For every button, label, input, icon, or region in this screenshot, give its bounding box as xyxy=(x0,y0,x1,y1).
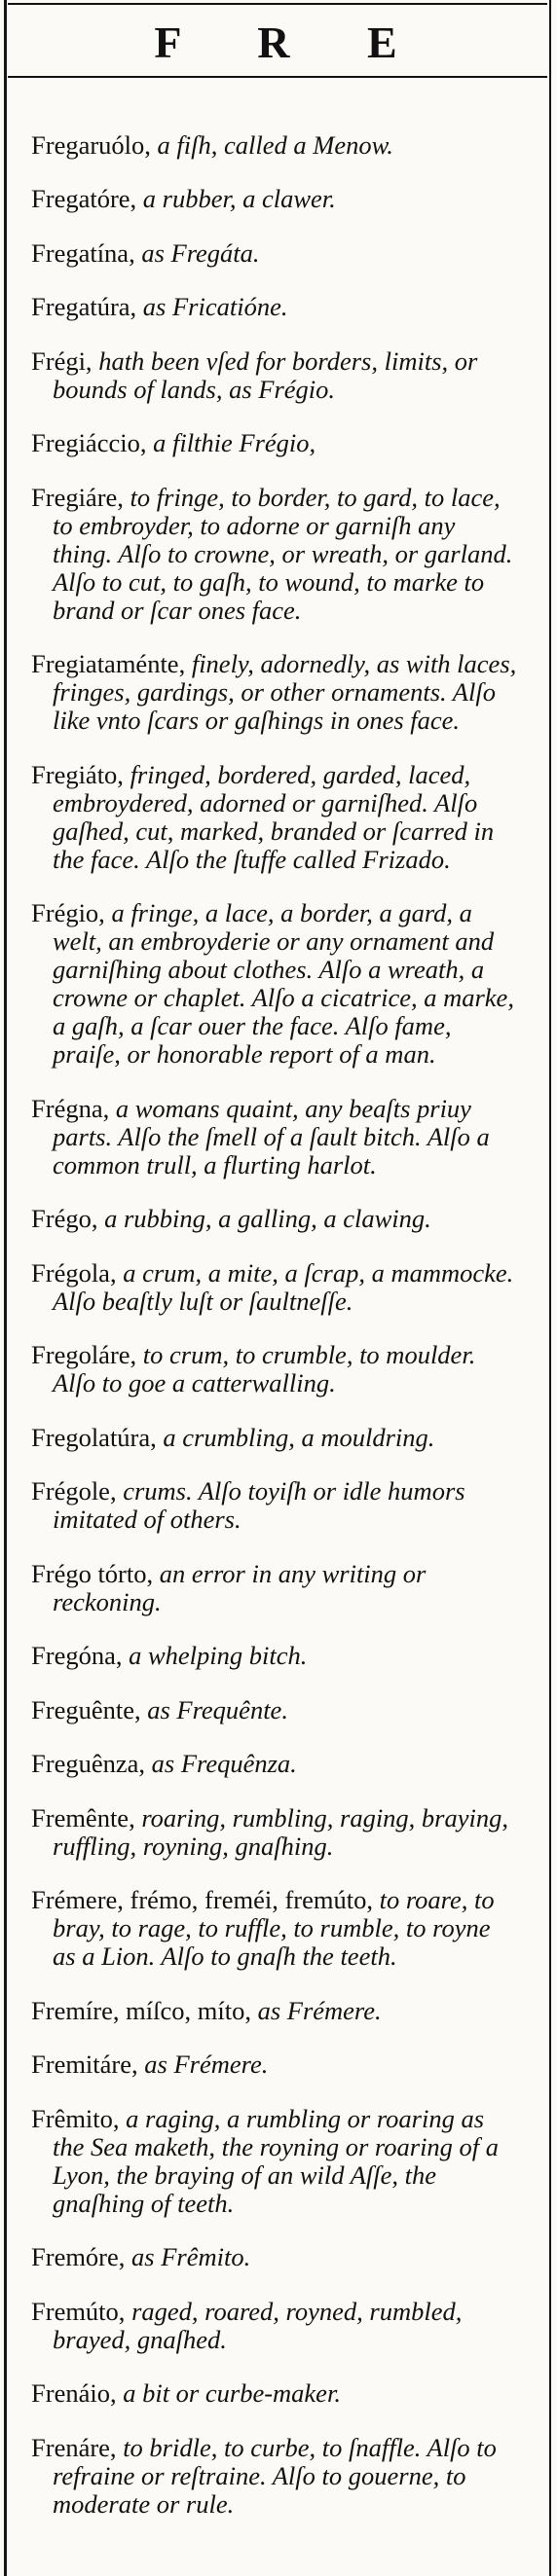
headword: Fregiataménte, xyxy=(31,649,186,678)
definition: a rubbing, a galling, a clawing. xyxy=(97,1204,431,1233)
headword: Fregolatúra, xyxy=(31,1422,157,1452)
headword: Fregatóre, xyxy=(31,184,137,213)
headword: Frégole, xyxy=(31,1476,117,1506)
definition: an error in any writing or reckoning. xyxy=(53,1558,427,1616)
definition: raged, roared, royned, rumbled, brayed, gnaſhed. xyxy=(53,2296,463,2354)
page-header: F R E xyxy=(154,18,430,67)
definition: a fiſh, called a Menow. xyxy=(150,129,393,160)
entry xyxy=(31,2050,518,2079)
entry xyxy=(31,293,518,321)
headword: Frémere, frémo, freméi, fremúto, xyxy=(31,1885,373,1914)
definition: a rubber, a clawer. xyxy=(136,184,336,213)
headword: Fremíre, míſco, míto, xyxy=(31,1995,251,2025)
definition: a fringe, a lace, a border, a gard, a welt, an embroyderie or any ornament and garniſhing about clothes. Alſo a wreath, a crowne or chaplet. Alſo a cicatrice, a marke, a gaſh, a ſcar ouer the face. Alſo fame, praiſe, or honorable report of a man. xyxy=(53,898,514,1069)
definition: as Fricatióne. xyxy=(136,292,288,321)
entry xyxy=(31,650,518,735)
entry xyxy=(31,1804,518,1861)
left-frame-line xyxy=(4,0,7,2576)
definition: crums. Alſo toyiſh or idle humors imitated of others. xyxy=(53,1476,465,1534)
definition: a womans quaint, any beaſts priuy parts. Alſo the ſmell of a ſault bitch. Alſo a common trull, a flurting harlot. xyxy=(53,1093,490,1179)
entry xyxy=(31,1424,518,1452)
headword: Fremóre, xyxy=(31,2242,126,2271)
entry xyxy=(31,484,518,625)
entry xyxy=(31,185,518,213)
headword: Frégo, xyxy=(31,1204,98,1233)
definition: as Frequênte. xyxy=(140,1694,288,1724)
entry xyxy=(31,2298,518,2354)
right-frame-line xyxy=(549,0,551,2576)
definition: roaring, rumbling, raging, braying, ruffling, royning, gnaſhing. xyxy=(53,1802,508,1861)
top-rule xyxy=(8,3,547,5)
headword: Frégo tórto, xyxy=(31,1558,154,1588)
definition: as Frémere. xyxy=(137,2050,269,2079)
definition: as Frêmito. xyxy=(125,2242,251,2271)
definition: fringed, bordered, garded, laced, embroydered, adorned or garniſhed. Alſo gaſhed, cut, marked, branded or ſcarred in the face. Alſo the ſtuffe called Frizado. xyxy=(53,759,495,874)
dictionary-entries xyxy=(31,105,518,2522)
entry xyxy=(31,131,518,160)
entry xyxy=(31,761,518,874)
definition: a raging, a rumbling or roaring as the Sea maketh, the royning or roaring of a Lyon, the braying of an wild Aſſe, the gnaſhing of teeth. xyxy=(53,2103,500,2218)
definition: to fringe, to border, to gard, to lace, to embroyder, to adorne or garniſh any thing. Alſo to crowne, or wreath, or garland. Alſo to cut, to gaſh, to wound, to marke to brand or ſcar ones face. xyxy=(53,482,513,625)
entry xyxy=(31,1642,518,1670)
headword: Fregatúra, xyxy=(31,292,137,321)
entry xyxy=(31,2243,518,2271)
entry xyxy=(31,1696,518,1724)
headword: Fregaruólo, xyxy=(31,129,151,160)
entry xyxy=(31,1750,518,1778)
headword: Fregóna, xyxy=(31,1641,123,1670)
definition: as Fregáta. xyxy=(134,237,260,268)
definition: a filthie Frégio, xyxy=(146,428,316,457)
headword: Frégola, xyxy=(31,1257,117,1288)
entry xyxy=(31,1205,518,1233)
entry xyxy=(31,239,518,268)
entry xyxy=(31,2434,518,2519)
entry xyxy=(31,1886,518,1971)
header-rule xyxy=(8,76,547,78)
headword: Frégio, xyxy=(31,898,105,927)
headword: Fremitáre, xyxy=(31,2050,138,2079)
definition: a whelping bitch. xyxy=(122,1641,308,1670)
headword: Fremênte, xyxy=(31,1802,135,1832)
definition: a crumbling, a mouldring. xyxy=(156,1422,435,1452)
entry xyxy=(31,899,518,1069)
entry xyxy=(31,1095,518,1179)
headword: Freguênte, xyxy=(31,1694,141,1724)
entry xyxy=(31,429,518,457)
headword: Frenáio, xyxy=(31,2378,117,2408)
headword: Fregiáre, xyxy=(31,482,124,512)
entry xyxy=(31,347,518,404)
definition: finely, adornedly, as with laces, fringes, gardings, or other ornaments. Alſo like vnto ſcars or gaſhings in ones face. xyxy=(53,649,517,735)
headword: Fregoláre, xyxy=(31,1340,137,1369)
entry xyxy=(31,1477,518,1534)
definition: to bridle, to curbe, to ſnaffle. Alſo to refraine or reſtraine. Alſo to gouerne, to moderate or rule. xyxy=(53,2432,497,2519)
headword: Fregiáccio, xyxy=(31,428,147,457)
headword: Fregiáto, xyxy=(31,759,124,789)
definition: to roare, to bray, to rage, to ruffle, to rumble, to royne as a Lion. Alſo to gnaſh the teeth. xyxy=(53,1885,495,1971)
definition: hath been vſed for borders, limits, or bounds of lands, as Frégio. xyxy=(53,345,478,404)
entry xyxy=(31,1259,518,1316)
definition: a bit or curbe-maker. xyxy=(116,2378,341,2408)
entry xyxy=(31,2105,518,2218)
headword: Frégi, xyxy=(31,345,93,376)
definition: as Frémere. xyxy=(250,1995,382,2025)
definition: as Frequênza. xyxy=(145,1749,297,1778)
headword: Frenáre, xyxy=(31,2432,117,2462)
entry xyxy=(31,2379,518,2408)
entry xyxy=(31,1560,518,1616)
entry xyxy=(31,1997,518,2025)
definition: a crum, a mite, a ſcrap, a mammocke. Alſo beaſtly luſt or ſaultneſſe. xyxy=(53,1257,514,1316)
headword: Fremúto, xyxy=(31,2296,126,2326)
entry xyxy=(31,1341,518,1397)
headword: Freguênza, xyxy=(31,1749,145,1778)
definition: to crum, to crumble, to moulder. Alſo to goe a catterwalling. xyxy=(53,1340,476,1397)
headword: Frêmito, xyxy=(31,2103,120,2133)
headword: Fregatína, xyxy=(31,237,135,268)
headword: Frégna, xyxy=(31,1093,110,1123)
